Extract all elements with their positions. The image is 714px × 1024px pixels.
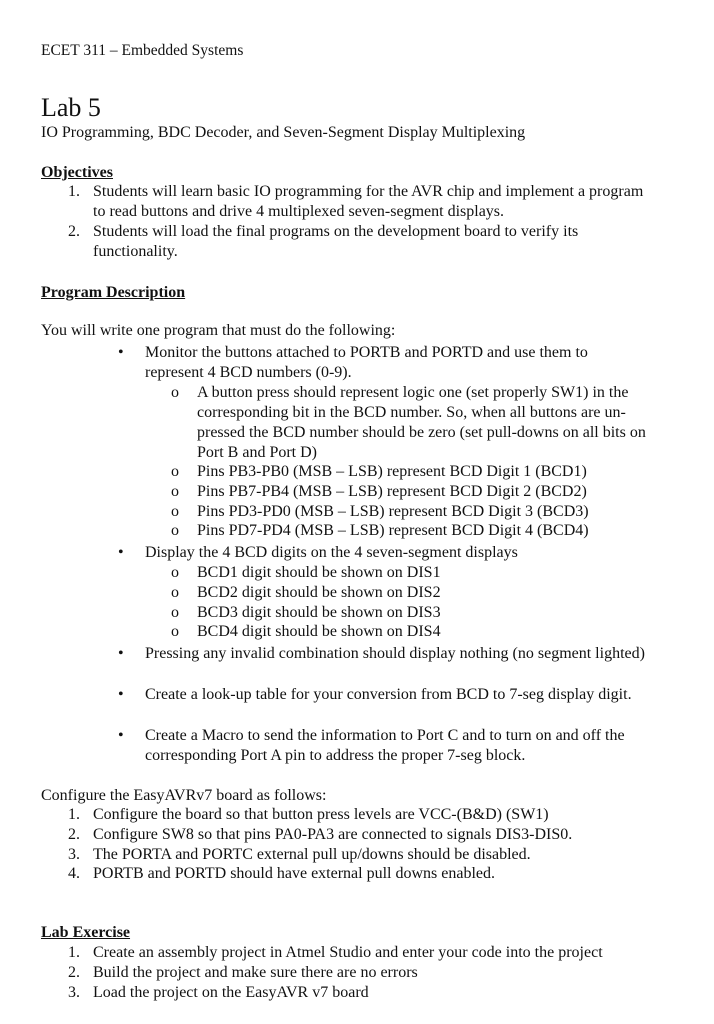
- objectives-heading: Objectives: [41, 164, 113, 181]
- configure-number: 4.: [68, 865, 80, 882]
- lab-title: Lab 5: [41, 93, 101, 122]
- course-title: ECET 311 – Embedded Systems: [41, 42, 244, 59]
- bullet-icon: •: [118, 544, 124, 561]
- program-description-heading: Program Description: [41, 284, 186, 301]
- objective-number: 1.: [68, 183, 80, 200]
- configure-number: 2.: [68, 826, 80, 843]
- configure-text: Configure SW8 so that pins PA0-PA3 are connected to signals DIS3-DIS0.: [93, 826, 573, 843]
- lab-subtitle: IO Programming, BDC Decoder, and Seven-Segment Display Multiplexing: [41, 124, 526, 141]
- objective-text: Students will load the final programs on the development board to verify its functionality.: [93, 223, 579, 260]
- exercise-text: Load the project on the EasyAVR v7 board: [93, 984, 369, 1001]
- objective-number: 2.: [68, 223, 80, 240]
- circle-bullet-icon: o: [171, 503, 179, 520]
- configure-intro: Configure the EasyAVRv7 board as follows:: [41, 787, 327, 804]
- bullet-icon: •: [118, 727, 124, 744]
- configure-number: 3.: [68, 846, 80, 863]
- bullet-icon: •: [118, 645, 124, 662]
- bullet-text: Display the 4 BCD digits on the 4 seven-segment displays: [145, 544, 518, 561]
- circle-bullet-icon: o: [171, 483, 179, 500]
- configure-number: 1.: [68, 806, 80, 823]
- circle-bullet-icon: o: [171, 564, 179, 581]
- exercise-text: Build the project and make sure there are no errors: [93, 964, 418, 981]
- bullet-icon: •: [118, 686, 124, 703]
- exercise-text: Create an assembly project in Atmel Studio and enter your code into the project: [93, 944, 603, 961]
- circle-bullet-icon: o: [171, 604, 179, 621]
- circle-bullet-icon: o: [171, 623, 179, 640]
- configure-text: PORTB and PORTD should have external pull downs enabled.: [93, 865, 496, 882]
- circle-bullet-icon: o: [171, 522, 179, 539]
- exercise-number: 3.: [68, 984, 80, 1001]
- bullet-text: Monitor the buttons attached to PORTB and PORTD and use them to represent 4 BCD numbers (0-9).: [145, 344, 588, 381]
- circle-bullet-icon: o: [171, 584, 179, 601]
- circle-bullet-icon: o: [171, 384, 179, 401]
- sub-bullet-text: Pins PB3-PB0 (MSB – LSB) represent BCD Digit 1 (BCD1): [197, 463, 587, 480]
- bullet-icon: •: [118, 344, 124, 361]
- sub-bullet-text: Pins PD7-PD4 (MSB – LSB) represent BCD Digit 4 (BCD4): [197, 522, 589, 539]
- bullet-text: Pressing any invalid combination should display nothing (no segment lighted): [145, 645, 645, 662]
- sub-bullet-text: A button press should represent logic one (set properly SW1) in the corresponding bit in the BCD number. So, when all buttons are un-pressed the BCD number should be zero (set pull-downs on all bits on Port B and Port D): [197, 384, 646, 461]
- circle-bullet-icon: o: [171, 463, 179, 480]
- sub-bullet-text: Pins PB7-PB4 (MSB – LSB) represent BCD Digit 2 (BCD2): [197, 483, 587, 500]
- sub-bullet-text: Pins PD3-PD0 (MSB – LSB) represent BCD Digit 3 (BCD3): [197, 503, 589, 520]
- bullet-text: Create a Macro to send the information to Port C and to turn on and off the corresponding Port A pin to address the proper 7-seg block.: [145, 727, 625, 764]
- lab-exercise-heading: Lab Exercise: [41, 924, 131, 941]
- program-description-intro: You will write one program that must do the following:: [41, 322, 396, 339]
- bullet-text: Create a look-up table for your conversion from BCD to 7-seg display digit.: [145, 686, 632, 703]
- exercise-number: 2.: [68, 964, 80, 981]
- sub-bullet-text: BCD2 digit should be shown on DIS2: [197, 584, 441, 601]
- sub-bullet-text: BCD1 digit should be shown on DIS1: [197, 564, 441, 581]
- objective-text: Students will learn basic IO programming for the AVR chip and implement a program to read buttons and drive 4 multiplexed seven-segment displays.: [93, 183, 644, 220]
- sub-bullet-text: BCD4 digit should be shown on DIS4: [197, 623, 441, 640]
- exercise-number: 1.: [68, 944, 80, 961]
- configure-text: Configure the board so that button press levels are VCC-(B&D) (SW1): [93, 806, 549, 823]
- sub-bullet-text: BCD3 digit should be shown on DIS3: [197, 604, 441, 621]
- configure-text: The PORTA and PORTC external pull up/downs should be disabled.: [93, 846, 531, 863]
